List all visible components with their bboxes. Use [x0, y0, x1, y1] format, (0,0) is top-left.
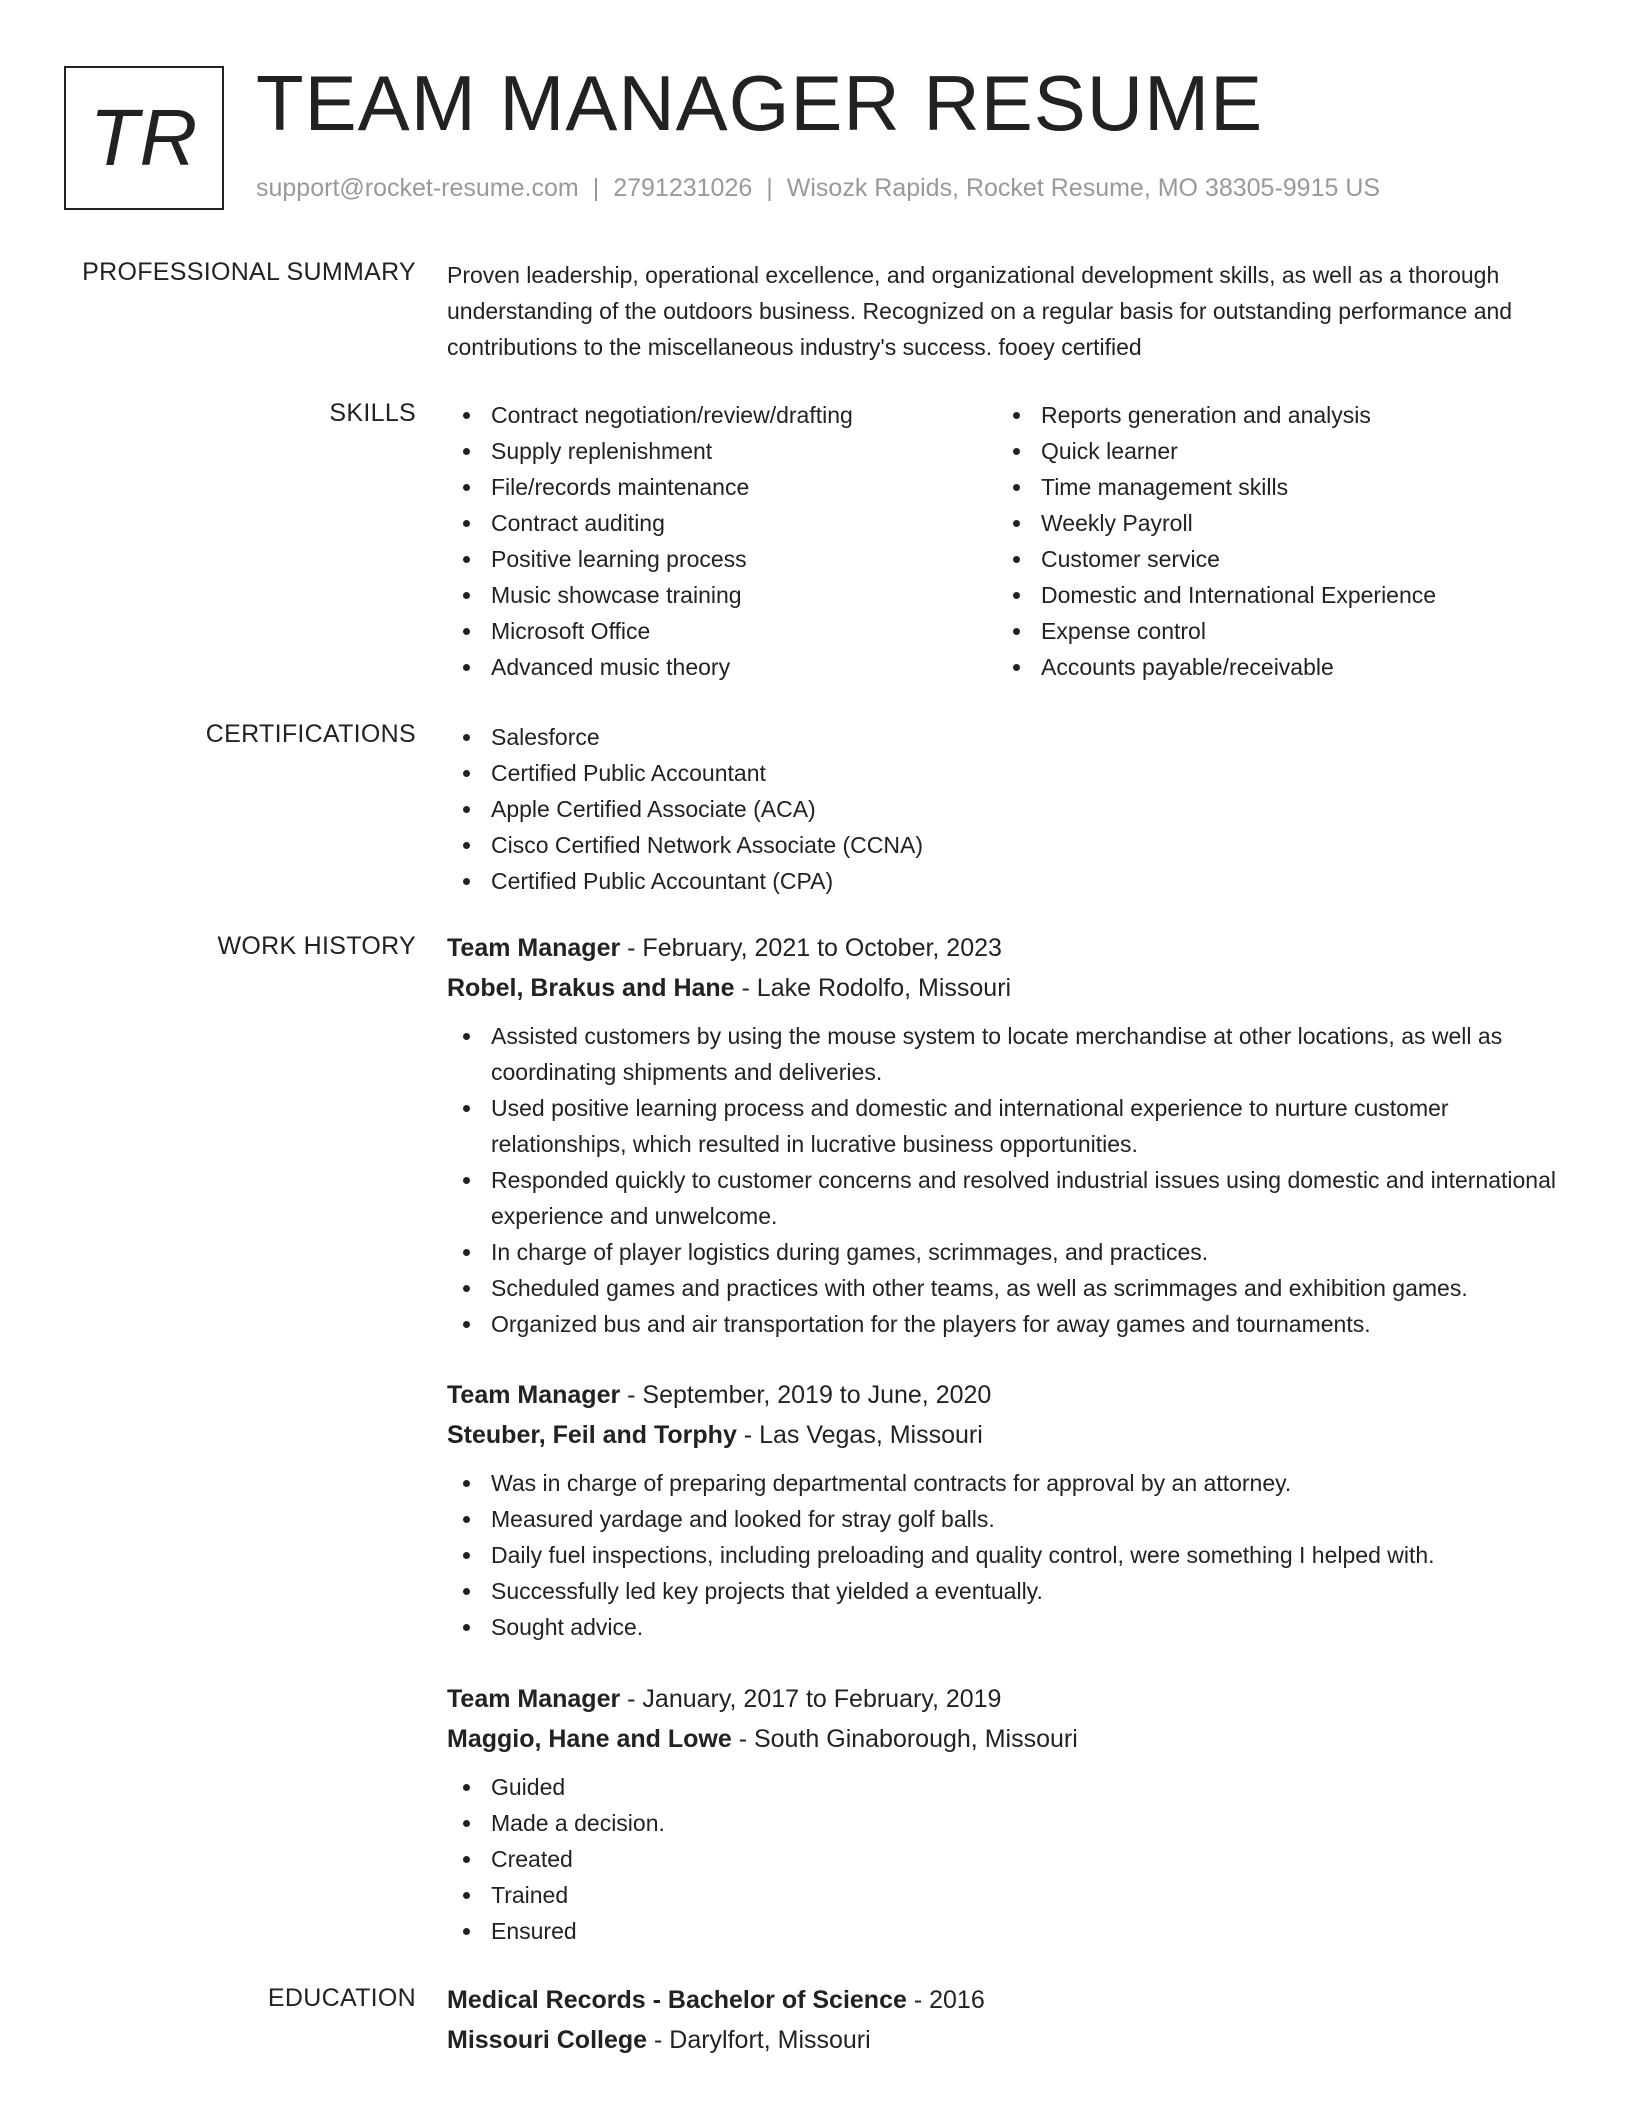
list-item: Created: [447, 1841, 1567, 1877]
list-item: Microsoft Office: [447, 613, 997, 649]
job-entry: [447, 1679, 1567, 1949]
skills-list-right: [997, 397, 1547, 685]
job-title-line: [447, 1679, 1567, 1719]
list-item: Domestic and International Experience: [997, 577, 1547, 613]
job-entry: [447, 928, 1567, 1342]
list-item: Certified Public Accountant (CPA): [447, 863, 1567, 899]
list-item: Made a decision.: [447, 1805, 1567, 1841]
list-item: File/records maintenance: [447, 469, 997, 505]
job-role: Team Manager: [447, 1685, 621, 1713]
job-duties-list: [447, 1769, 1567, 1949]
initials: TR: [89, 93, 199, 182]
job-company-line: [447, 968, 1567, 1008]
contact-address: Wisozk Rapids, Rocket Resume, MO 38305-9915 US: [786, 174, 1381, 202]
list-item: Organized bus and air transportation for the players for away games and tournaments.: [447, 1306, 1567, 1342]
job-company: Maggio, Hane and Lowe: [447, 1725, 732, 1753]
degree: Medical Records - Bachelor of Science: [447, 1986, 907, 2014]
list-item: Apple Certified Associate (ACA): [447, 791, 1567, 827]
list-item: Advanced music theory: [447, 649, 997, 685]
monogram-box: [64, 66, 224, 210]
list-item: Ensured: [447, 1913, 1567, 1949]
list-item: Positive learning process: [447, 541, 997, 577]
list-item: Daily fuel inspections, including preloading and quality control, were something I helped with.: [447, 1537, 1567, 1573]
job-role: Team Manager: [447, 934, 621, 962]
list-item: Time management skills: [997, 469, 1547, 505]
skills-label: SKILLS: [329, 399, 416, 427]
job-duties-list: [447, 1018, 1567, 1342]
skills-list-left: [447, 397, 997, 685]
school: Missouri College: [447, 2026, 648, 2054]
graduation-year: - 2016: [906, 1986, 985, 2014]
list-item: Responded quickly to customer concerns and resolved industrial issues using domestic and international experience and unwelcome.: [447, 1162, 1567, 1234]
job-location: - South Ginaborough, Missouri: [731, 1725, 1078, 1753]
education-entry: [447, 1980, 1567, 2060]
list-item: Trained: [447, 1877, 1567, 1913]
job-entry: [447, 1375, 1567, 1645]
degree-line: [447, 1980, 1567, 2020]
job-duties-list: [447, 1465, 1567, 1645]
list-item: Scheduled games and practices with other teams, as well as scrimmages and exhibition games.: [447, 1270, 1567, 1306]
job-dates: - February, 2021 to October, 2023: [620, 934, 1002, 962]
list-item: Certified Public Accountant: [447, 755, 1567, 791]
list-item: Accounts payable/receivable: [997, 649, 1547, 685]
job-title-line: [447, 1375, 1567, 1415]
list-item: Quick learner: [997, 433, 1547, 469]
list-item: Reports generation and analysis: [997, 397, 1547, 433]
list-item: Sought advice.: [447, 1609, 1567, 1645]
list-item: Guided: [447, 1769, 1567, 1805]
page-title: TEAM MANAGER RESUME: [256, 59, 1264, 147]
job-location: - Las Vegas, Missouri: [736, 1421, 983, 1449]
job-company-line: [447, 1719, 1567, 1759]
list-item: Assisted customers by using the mouse system to locate merchandise at other locations, as well as coordinating shipments and deliveries.: [447, 1018, 1567, 1090]
list-item: Contract negotiation/review/drafting: [447, 397, 997, 433]
contact-email: support@rocket-resume.com: [256, 174, 579, 202]
list-item: Supply replenishment: [447, 433, 997, 469]
contact-line: [256, 174, 1380, 203]
certifications-label: CERTIFICATIONS: [205, 720, 416, 748]
job-dates: - September, 2019 to June, 2020: [620, 1381, 992, 1409]
job-company-line: [447, 1415, 1567, 1455]
summary-label: PROFESSIONAL SUMMARY: [82, 258, 416, 286]
list-item: Successfully led key projects that yielded a eventually.: [447, 1573, 1567, 1609]
job-company: Steuber, Feil and Torphy: [447, 1421, 737, 1449]
list-item: Salesforce: [447, 719, 1567, 755]
list-item: Weekly Payroll: [997, 505, 1547, 541]
list-item: Cisco Certified Network Associate (CCNA): [447, 827, 1567, 863]
job-company: Robel, Brakus and Hane: [447, 974, 735, 1002]
contact-phone: 2791231026: [613, 174, 753, 202]
certifications-list: [447, 719, 1567, 899]
school-location: - Darylfort, Missouri: [647, 2026, 871, 2054]
contact-separator: |: [766, 174, 773, 202]
summary-text: Proven leadership, operational excellence, and organizational development skills, as well as a thorough understanding of the outdoors business. Recognized on a regular basis for outstanding performance and contributions to the miscellaneous industry's success. fooey certified: [447, 262, 1513, 360]
job-dates: - January, 2017 to February, 2019: [620, 1685, 1002, 1713]
list-item: Music showcase training: [447, 577, 997, 613]
job-title-line: [447, 928, 1567, 968]
list-item: Was in charge of preparing departmental contracts for approval by an attorney.: [447, 1465, 1567, 1501]
list-item: Customer service: [997, 541, 1547, 577]
job-location: - Lake Rodolfo, Missouri: [734, 974, 1012, 1002]
contact-separator: |: [592, 174, 600, 202]
list-item: Contract auditing: [447, 505, 997, 541]
list-item: Used positive learning process and domestic and international experience to nurture customer relationships, which resulted in lucrative business opportunities.: [447, 1090, 1567, 1162]
education-label: EDUCATION: [267, 1984, 416, 2012]
list-item: Expense control: [997, 613, 1547, 649]
job-role: Team Manager: [447, 1381, 621, 1409]
school-line: [447, 2020, 1567, 2060]
work-history-label: WORK HISTORY: [217, 932, 416, 960]
list-item: Measured yardage and looked for stray golf balls.: [447, 1501, 1567, 1537]
list-item: In charge of player logistics during games, scrimmages, and practices.: [447, 1234, 1567, 1270]
